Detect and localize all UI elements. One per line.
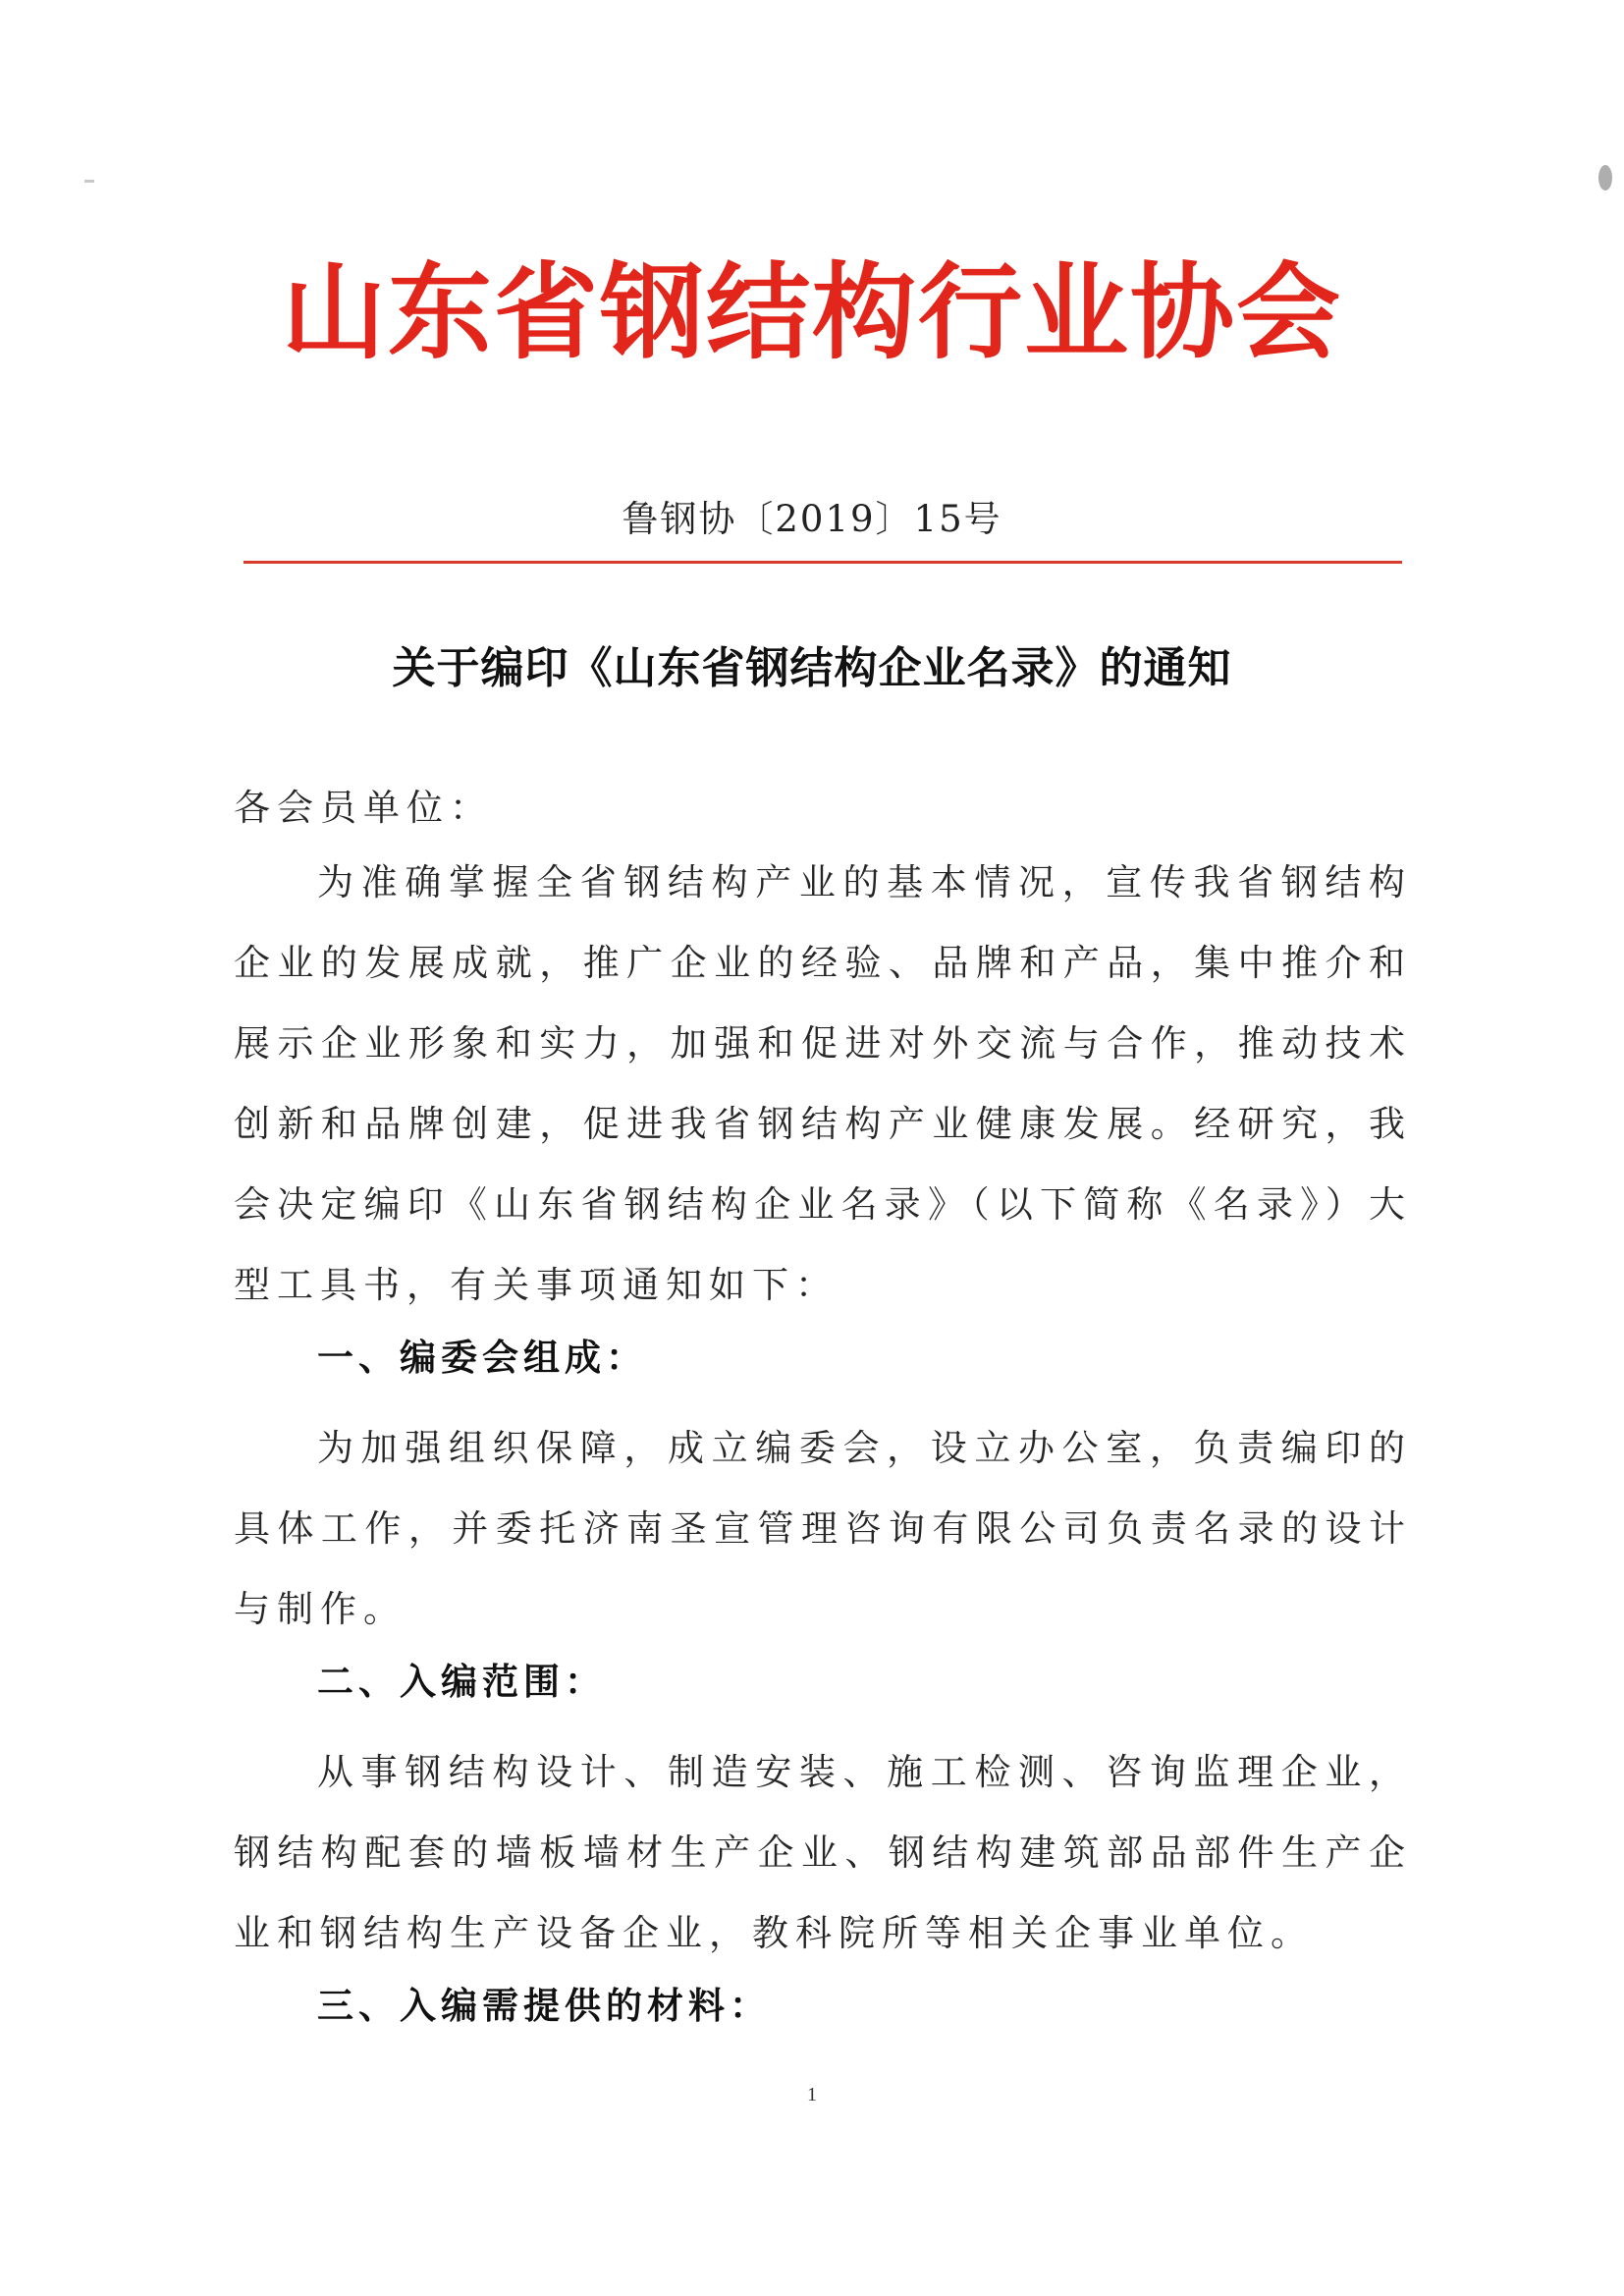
section-1-body: 为加强组织保障，成立编委会，设立办公室，负责编印的具体工作，并委托济南圣宣管理咨询有限公司负责名录的设计与制作。 [234, 1427, 1412, 1630]
section-2-body: 从事钢结构设计、制造安装、施工检测、咨询监理企业，钢结构配套的墙板墙材生产企业、钢结构建筑部品部件生产企业和钢结构生产设备企业，教科院所等相关企事业单位。 [234, 1751, 1412, 1954]
salutation: 各会员单位： [234, 787, 493, 829]
organization-title: 山东省钢结构行业协会 [282, 252, 1342, 373]
section-1-heading: 一、编委会组成： [317, 1337, 647, 1379]
intro-paragraph: 为准确掌握全省钢结构产业的基本情况，宣传我省钢结构企业的发展成就，推广企业的经验、品牌和产品，集中推介和展示企业形象和实力，加强和促进对外交流与合作，推动技术创新和品牌创建，促进我省钢结构产业健康发展。经研究，我会决定编印《山东省钢结构企业名录》（以下简称《名录》）大型工具书，有关事项通知如下： [234, 861, 1412, 1306]
page-number: 1 [807, 2084, 817, 2105]
red-divider-line [244, 561, 1402, 564]
section-2-heading: 二、入编范围： [317, 1661, 606, 1703]
scan-artifact-dot [1598, 165, 1612, 191]
notice-title: 关于编印《山东省钢结构企业名录》的通知 [392, 643, 1232, 693]
scan-artifact-dash [84, 180, 94, 183]
section-3-heading: 三、入编需提供的材料： [317, 1985, 771, 2027]
document-number: 鲁钢协〔2019〕15号 [622, 498, 1002, 540]
